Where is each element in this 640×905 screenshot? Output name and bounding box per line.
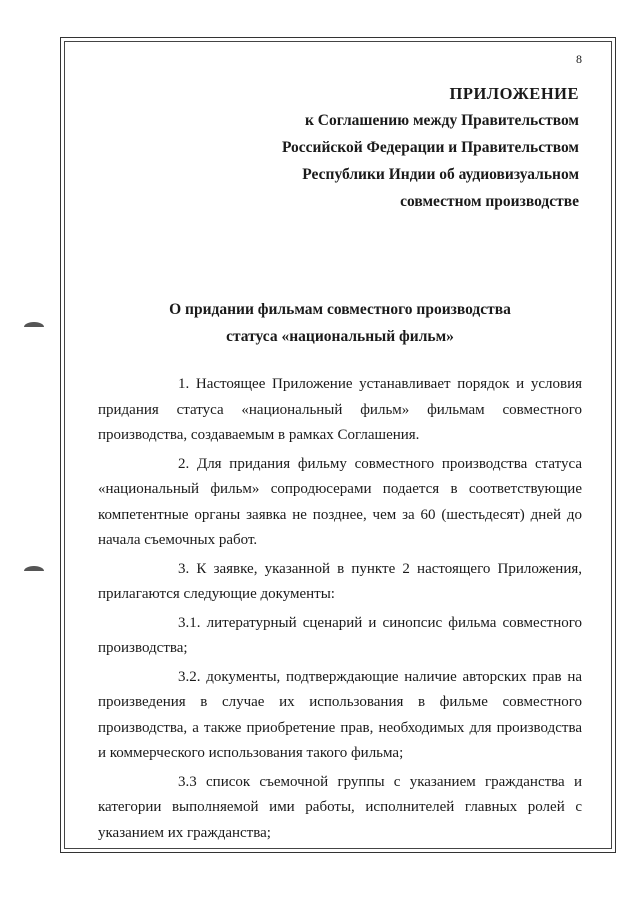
- paragraph-number: 3.3: [178, 773, 197, 790]
- paragraph-text: литературный сценарий и синопсис фильма совместного производства;: [98, 614, 583, 656]
- annex-heading: [282, 80, 579, 215]
- paragraph-text: список съемочной группы с указанием гражданства и категории выполняемой ими работы, исполнителей главных ролей с указанием их гражданства;: [98, 773, 582, 841]
- annex-heading-line: Российской Федерации и Правительством: [281, 139, 579, 156]
- punch-hole-mark: [24, 322, 44, 332]
- section-title-line: О придании фильмам совместного производства: [169, 301, 511, 318]
- page-number: 8: [576, 52, 582, 66]
- document-body: [98, 372, 582, 846]
- paragraph-text: Для придания фильму совместного производства статуса «национальный фильм» сопродюсерами подается в соответствующие компетентные органы заявка не позднее, чем за 60 (шестьдесят) дней до начала съемочных работ.: [98, 455, 582, 548]
- section-title-line: статуса «национальный фильм»: [226, 328, 454, 345]
- annex-heading-line: совместном производстве: [400, 193, 579, 210]
- paragraph: [98, 557, 582, 608]
- paragraph-number: 3.2.: [178, 668, 201, 685]
- annex-title: ПРИЛОЖЕНИЕ: [449, 84, 579, 103]
- punch-hole-mark: [24, 566, 44, 576]
- paragraph: [98, 665, 582, 767]
- paragraph-text: Настоящее Приложение устанавливает порядок и условия придания статуса «национальный фильм» фильмам совместного производства, создаваемым в рамках Соглашения.: [98, 376, 582, 443]
- paragraph: [98, 372, 582, 449]
- paragraph-number: 2.: [178, 455, 190, 472]
- annex-heading-line: Республики Индии об аудиовизуальном: [302, 166, 579, 183]
- paragraph: [98, 770, 582, 847]
- paragraph-number: 1.: [178, 376, 190, 392]
- paragraph-number: 3.1.: [178, 614, 201, 631]
- section-title: [80, 296, 600, 350]
- annex-heading-line: к Соглашению между Правительством: [304, 112, 579, 129]
- paragraph: [98, 611, 582, 662]
- paragraph-text: документы, подтверждающие наличие авторских прав на произведения в случае их использования в фильме совместного производства, а также приобретение прав, необходимых для производства и коммерческого использования такого фильма;: [98, 668, 582, 761]
- paragraph-number: 3.: [178, 560, 190, 577]
- paragraph-text: К заявке, указанной в пункте 2 настоящего Приложения, прилагаются следующие документы:: [98, 560, 583, 602]
- paragraph: [98, 452, 582, 554]
